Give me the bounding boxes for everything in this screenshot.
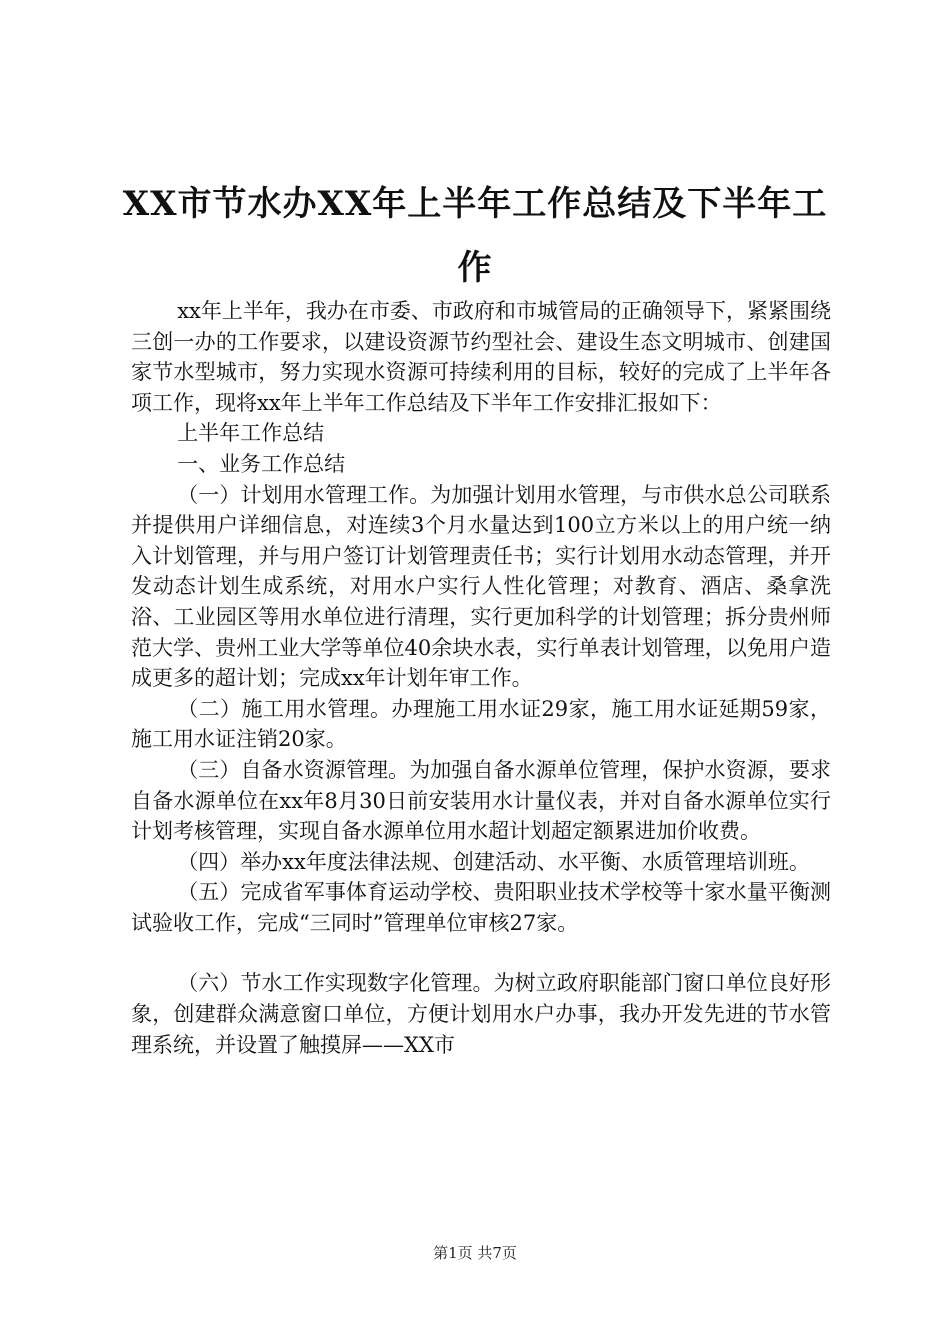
page-number: 第1页 共7页 [433, 1244, 517, 1262]
paragraph-item-4: （四）举办xx年度法律法规、创建活动、水平衡、水质管理培训班。 [177, 849, 810, 874]
paragraph-item-1: （一）计划用水管理工作。为加强计划用水管理，与市供水总公司联系并提供用户详细信息，对连续3个月水量达到100立方米以上的用户统一纳入计划管理，并与用户签订计划管理责任书；实行计划用水动态管理，并开发动态计划生成系统，对用水户实行人性化管理；对教育、酒店、桑拿洗浴、工业园区等用水单位进行清理，实行更加科学的计划管理；拆分贵州师范大学、贵州工业大学等单位40余块水表，实行单表计划管理，以免用户造成更多的超计划；完成xx年计划年审工作。 [131, 482, 831, 691]
paragraph-intro: xx年上半年，我办在市委、市政府和市城管局的正确领导下，紧紧围绕三创一办的工作要求，以建设资源节约型社会、建设生态文明城市、创建国家节水型城市，努力实现水资源可持续利用的目标，较好的完成了上半年各项工作，现将xx年上半年工作总结及下半年工作安排汇报如下： [131, 299, 831, 415]
paragraph-item-3: （三）自备水资源管理。为加强自备水源单位管理，保护水资源，要求自备水源单位在xx年8月30日前安装用水计量仪表，并对自备水源单位实行计划考核管理，实现自备水源单位用水超计划超定额累进加价收费。 [131, 757, 831, 844]
subsection-heading: 一、业务工作总结 [177, 451, 346, 476]
document-title: XX市节水办XX年上半年工作总结及下半年工作 [122, 184, 828, 288]
section-heading: 上半年工作总结 [177, 421, 325, 446]
paragraph-item-2: （二）施工用水管理。办理施工用水证29家，施工用水证延期59家，施工用水证注销20家。 [131, 696, 831, 752]
paragraph-item-6: （六）节水工作实现数字化管理。为树立政府职能部门窗口单位良好形象，创建群众满意窗口单位，方便计划用水户办事，我办开发先进的节水管理系统，并设置了触摸屏——XX市 [131, 971, 831, 1057]
paragraph-item-5: （五）完成省军事体育运动学校、贵阳职业技术学校等十家水量平衡测试验收工作，完成“三同时”管理单位审核27家。 [131, 880, 831, 935]
document-body [131, 296, 831, 1060]
